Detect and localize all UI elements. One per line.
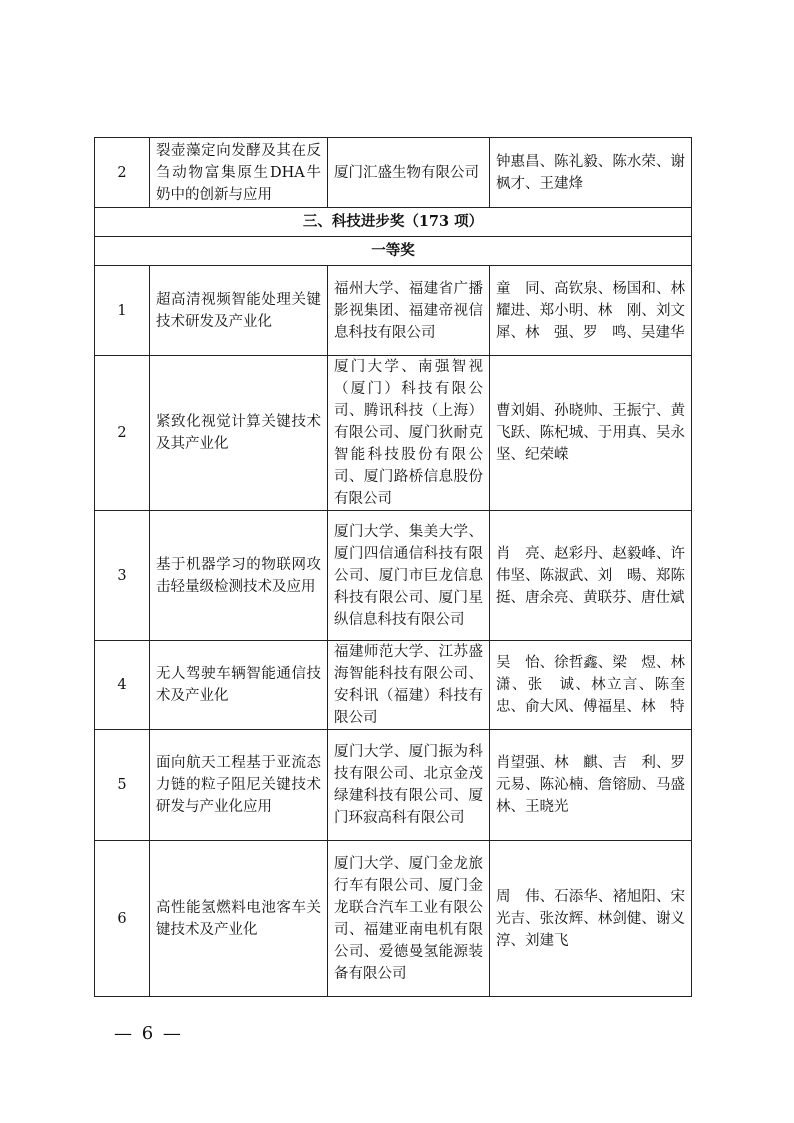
section-title: 三、科技进步奖（173 项） xyxy=(95,208,692,237)
project-name: 裂壶藻定向发酵及其在反刍动物富集原生DHA牛奶中的创新与应用 xyxy=(150,138,328,208)
completing-units: 福州大学、福建省广播影视集团、福建帝视信息科技有限公司 xyxy=(328,266,490,356)
completing-people: 曹刘娟、孙晓帅、王振宁、黄飞跃、陈杞城、于用真、吴永坚、纪荣嵘 xyxy=(490,356,692,511)
row-number: 5 xyxy=(95,730,150,841)
completing-people: 钟惠昌、陈礼毅、陈水荣、谢枫才、王建烽 xyxy=(490,138,692,208)
row-number: 2 xyxy=(95,356,150,511)
row-number: 6 xyxy=(95,841,150,997)
completing-people: 肖望强、林 麒、吉 利、罗元易、陈沁楠、詹镕励、马盛林、王晓光 xyxy=(490,730,692,841)
project-name: 高性能氢燃料电池客车关键技术及产业化 xyxy=(150,841,328,997)
completing-units: 厦门大学、集美大学、厦门四信通信科技有限公司、厦门市巨龙信息科技有限公司、厦门星纵信息科技有限公司 xyxy=(328,511,490,641)
completing-units: 福建师范大学、江苏盛海智能科技有限公司、安科讯（福建）科技有限公司 xyxy=(328,641,490,730)
awards-table xyxy=(94,137,700,997)
completing-units: 厦门大学、厦门振为科技有限公司、北京金茂绿建科技有限公司、厦门环寂高科有限公司 xyxy=(328,730,490,841)
completing-units: 厦门大学、厦门金龙旅行车有限公司、厦门金龙联合汽车工业有限公司、福建亚南电机有限公司、爱德曼氢能源装备有限公司 xyxy=(328,841,490,997)
project-name: 紧致化视觉计算关键技术及其产业化 xyxy=(150,356,328,511)
subsection-row xyxy=(95,237,692,266)
table-row xyxy=(95,266,692,356)
completing-units: 厦门汇盛生物有限公司 xyxy=(328,138,490,208)
completing-units: 厦门大学、南强智视（厦门）科技有限公司、腾讯科技（上海）有限公司、厦门狄耐克智能科技股份有限公司、厦门路桥信息股份有限公司 xyxy=(328,356,490,511)
table-row xyxy=(95,641,692,730)
table-row xyxy=(95,138,692,208)
project-name: 面向航天工程基于亚流态力链的粒子阻尼关键技术研发与产业化应用 xyxy=(150,730,328,841)
row-number: 1 xyxy=(95,266,150,356)
table-row xyxy=(95,841,692,997)
page-number: — 6 — xyxy=(114,1023,183,1044)
subsection-title: 一等奖 xyxy=(95,237,692,266)
row-number: 3 xyxy=(95,511,150,641)
row-number: 4 xyxy=(95,641,150,730)
section-row xyxy=(95,208,692,237)
completing-people: 肖 亮、赵彩丹、赵毅峰、许伟坚、陈淑武、刘 暘、郑陈挺、唐余亮、黄联芬、唐仕斌 xyxy=(490,511,692,641)
project-name: 基于机器学习的物联网攻击轻量级检测技术及应用 xyxy=(150,511,328,641)
project-name: 超高清视频智能处理关键技术研发及产业化 xyxy=(150,266,328,356)
completing-people: 吴 怡、徐哲鑫、梁 煜、林 潇、张 诚、林立言、陈奎忠、俞大风、傅福星、林 特 xyxy=(490,641,692,730)
table-row xyxy=(95,730,692,841)
table-row xyxy=(95,511,692,641)
project-name: 无人驾驶车辆智能通信技术及产业化 xyxy=(150,641,328,730)
completing-people: 周 伟、石添华、褚旭阳、宋光吉、张汝辉、林剑健、谢义淳、刘建飞 xyxy=(490,841,692,997)
completing-people: 童 同、高钦泉、杨国和、林耀进、郑小明、林 刚、刘文犀、林 强、罗 鸣、吴建华 xyxy=(490,266,692,356)
table-row xyxy=(95,356,692,511)
row-number: 2 xyxy=(95,138,150,208)
